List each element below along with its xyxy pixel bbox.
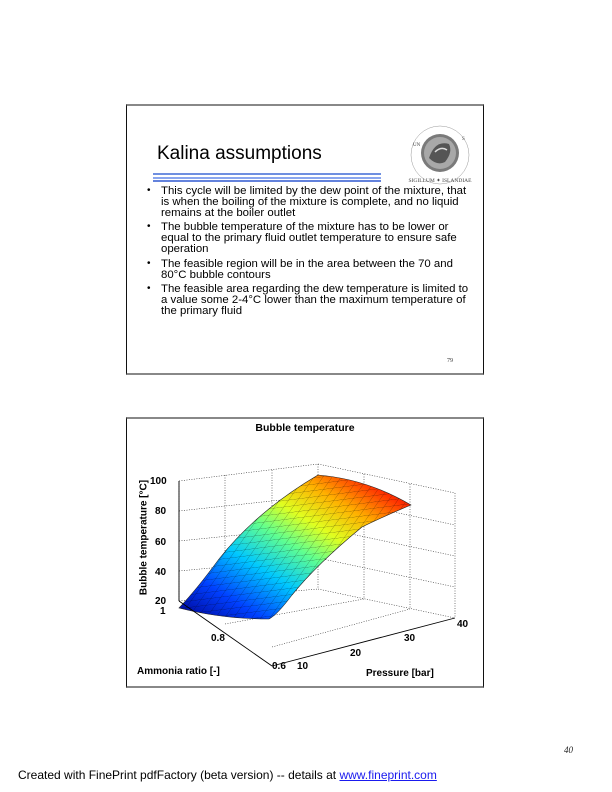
slide-number: 79: [447, 358, 453, 364]
z-tick: 20: [155, 596, 167, 607]
page-number: 40: [564, 745, 573, 755]
svg-text:S: S: [462, 137, 465, 142]
slide-bubble-temperature-chart: [126, 417, 484, 688]
x-axis-label: Pressure [bar]: [366, 668, 434, 679]
svg-text:SIGILLUM ✦ ISLANDIAE: SIGILLUM ✦ ISLANDIAE: [408, 178, 472, 184]
footer: [18, 768, 437, 782]
bullet-item: • The feasible area regarding the dew temperature is limited to a value some 2-4°C lower than the maximum temperature of the primary fluid: [145, 284, 475, 316]
chart-title: Bubble temperature: [255, 422, 355, 434]
surface-plot: [127, 419, 482, 686]
z-tick: 60: [155, 537, 167, 548]
bullet-item: • The feasible region will be in the area between the 70 and 80°C bubble contours: [145, 259, 475, 281]
bullet-item: • The bubble temperature of the mixture has to be lower or equal to the primary fluid outlet temperature to ensure safe operation: [145, 222, 475, 254]
x-tick: 10: [297, 661, 309, 672]
bullet-list: [145, 186, 475, 321]
z-tick: 100: [150, 476, 167, 487]
y-tick: 1: [160, 606, 166, 617]
y-tick: 0.8: [211, 633, 225, 644]
y-axis-label: Ammonia ratio [-]: [137, 666, 220, 677]
x-tick: 20: [350, 648, 362, 659]
z-tick: 80: [155, 506, 167, 517]
slide-title: Kalina assumptions: [157, 143, 322, 164]
fineprint-link[interactable]: www.fineprint.com: [339, 768, 437, 782]
z-axis-label: Bubble temperature [°C]: [138, 479, 150, 596]
x-tick: 30: [404, 633, 416, 644]
footer-text: Created with FinePrint pdfFactory (beta version) -- details at: [18, 768, 340, 782]
z-tick: 40: [155, 567, 167, 578]
university-seal-icon: [407, 124, 473, 186]
bullet-item: • This cycle will be limited by the dew point of the mixture, that is when the boiling of the mixture is complete, and no liquid remains at the boiler outlet: [145, 186, 475, 218]
x-tick: 40: [457, 619, 469, 630]
slide-kalina-assumptions: [126, 104, 484, 375]
title-underline: [153, 173, 381, 182]
svg-text:UN: UN: [413, 143, 421, 148]
y-tick: 0.6: [272, 661, 286, 672]
